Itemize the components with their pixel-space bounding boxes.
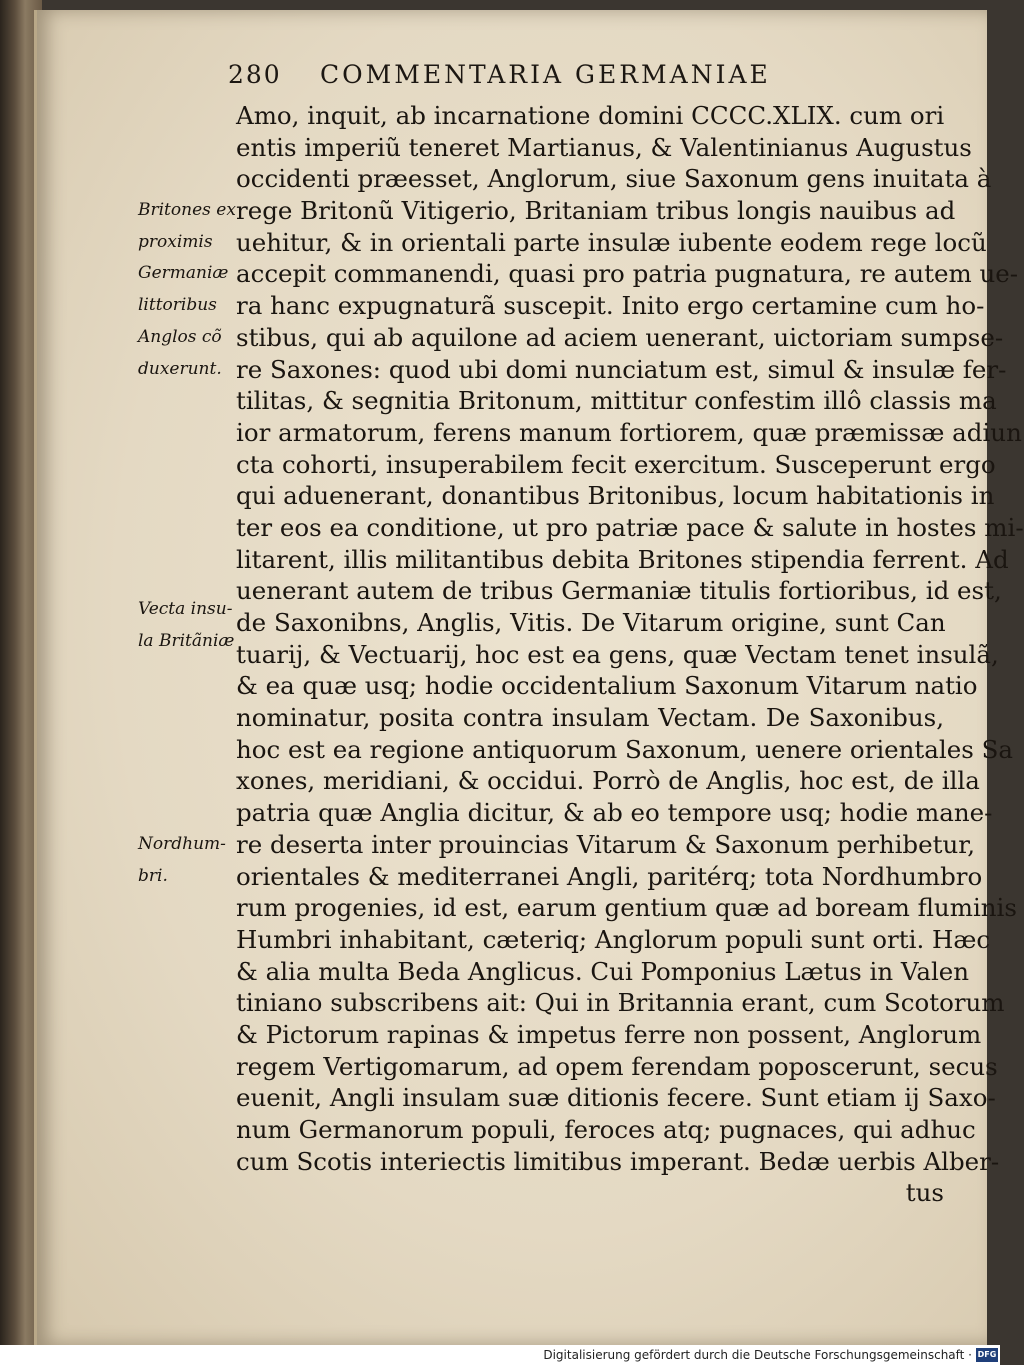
text-line: & alia multa Beda Anglicus. Cui Pomponius Lætus in Valen <box>236 956 970 986</box>
text-line: re deserta inter prouincias Vitarum & Saxonum perhibetur, <box>236 829 976 859</box>
text-line: num Germanorum populi, feroces atq; pugnaces, qui adhuc <box>236 1115 976 1144</box>
text-line: litarent, illis militantibus debita Britones stipendia ferrent. Ad <box>236 544 1009 574</box>
dfg-logo: DFG <box>976 1348 998 1362</box>
text-line: ior armatorum, ferens manum fortiorem, quæ præmissæ adiun <box>236 417 1022 447</box>
text-line: accepit commanendi, quasi pro patria pugnatura, re autem ue- <box>236 259 1019 289</box>
text-line: tuarij, & Vectuarij, hoc est ea gens, quæ Vectam tenet insulã, <box>236 639 999 669</box>
text-line: re Saxones: quod ubi domi nunciatum est, simul & insulæ fer- <box>236 354 1007 384</box>
text-line: Humbri inhabitant, cæteriq; Anglorum populi sunt orti. Hæc <box>236 924 991 954</box>
marginal-note-britones: Britones ex proximis Germaniæ littoribus Anglos cõ duxerunt. <box>138 200 236 379</box>
main-text-block <box>236 100 1024 1209</box>
text-line: orientales & mediterranei Angli, paritérq; tota Nordhumbro <box>236 861 983 891</box>
text-line: Amo, inquit, ab incarnatione domini CCCC.XLIX. cum ori <box>236 101 945 130</box>
text-line: cta cohorti, insuperabilem fecit exercitum. Susceperunt ergo <box>236 449 996 479</box>
page-number: 280 <box>228 60 282 89</box>
marginal-note-vecta: Vecta insu- la Britãniæ <box>138 599 235 651</box>
text-line: ter eos ea conditione, ut pro patriæ pace & salute in hostes mi- <box>236 512 1024 542</box>
running-title: COMMENTARIA GERMANIAE <box>320 60 771 89</box>
text-line: ra hanc expugnaturã suscepit. Inito ergo certamine cum ho- <box>236 291 985 321</box>
text-line: & Pictorum rapinas & impetus ferre non possent, Anglorum <box>236 1019 982 1049</box>
text-line: regem Vertigomarum, ad opem ferendam poposcerunt, secus <box>236 1051 998 1081</box>
text-line: patria quæ Anglia dicitur, & ab eo tempore usq; hodie mane- <box>236 798 993 828</box>
text-line: entis imperiũ teneret Martianus, & Valentinianus Augustus <box>236 132 972 162</box>
text-line: tilitas, & segnitia Britonum, mittitur confestim illô classis ma <box>236 386 997 416</box>
text-line: xones, meridiani, & occidui. Porrò de Anglis, hoc est, de illa <box>236 766 980 796</box>
text-line: qui aduenerant, donantibus Britonibus, locum habitationis in <box>236 481 995 511</box>
funding-credit: Digitalisierung gefördert durch die Deutsche Forschungsgemeinschaft · <box>543 1348 972 1362</box>
text-line: cum Scotis interiectis limitibus imperant. Bedæ uerbis Alber- <box>236 1146 1000 1176</box>
text-line: uehitur, & in orientali parte insulæ iubente eodem rege locũ <box>236 227 987 257</box>
running-header <box>228 60 848 96</box>
text-line: rege Britonũ Vitigerio, Britaniam tribus longis nauibus ad <box>236 196 956 226</box>
digitization-footer <box>0 1345 1000 1365</box>
text-line: euenit, Angli insulam suæ ditionis fecere. Sunt etiam ij Saxo- <box>236 1083 996 1113</box>
catchword: tus <box>905 1178 944 1208</box>
text-line: de Saxonibns, Anglis, Vitis. De Vitarum origine, sunt Can <box>236 608 946 637</box>
text-line: tiniano subscribens ait: Qui in Britannia erant, cum Scotorum <box>236 988 1005 1018</box>
text-line: & ea quæ usq; hodie occidentalium Saxonum Vitarum natio <box>236 671 978 701</box>
text-line: hoc est ea regione antiquorum Saxonum, uenere orientales Sa <box>236 734 1013 764</box>
marginal-note-nordhumbri: Nordhum- bri. <box>138 834 226 886</box>
text-line: stibus, qui ab aquilone ad aciem uenerant, uictoriam sumpse- <box>236 322 1004 352</box>
text-line: rum progenies, id est, earum gentium quæ ad boream fluminis <box>236 893 1017 923</box>
text-line: nominatur, posita contra insulam Vectam. De Saxonibus, <box>236 703 944 733</box>
text-line: occidenti præesset, Anglorum, siue Saxonum gens inuitata à <box>236 164 992 194</box>
text-line: uenerant autem de tribus Germaniæ titulis fortioribus, id est, <box>236 576 1002 606</box>
